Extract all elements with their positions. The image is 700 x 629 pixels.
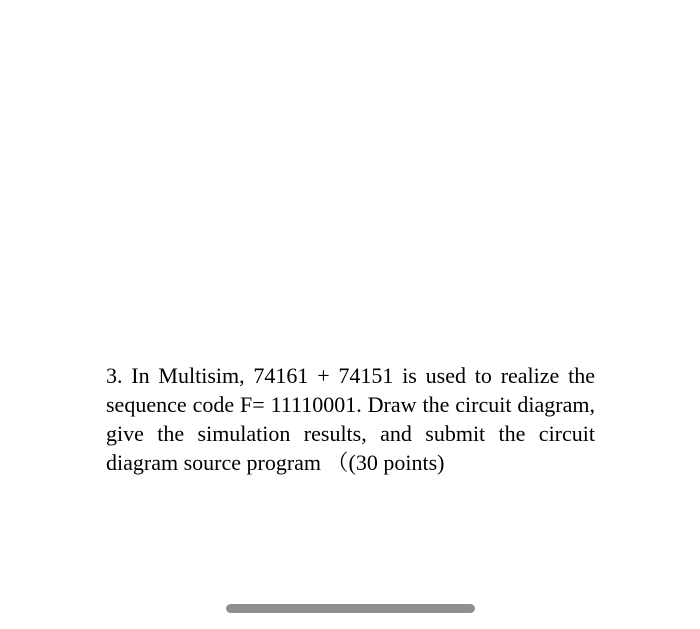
question-text: 3. In Multisim, 74161 + 74151 is used to realize the sequence code F= 11110001. Draw the circuit diagram, give the simulation results, and submit the circuit diagram source program （(30 points) xyxy=(106,363,595,475)
home-indicator-bar[interactable] xyxy=(226,604,475,613)
